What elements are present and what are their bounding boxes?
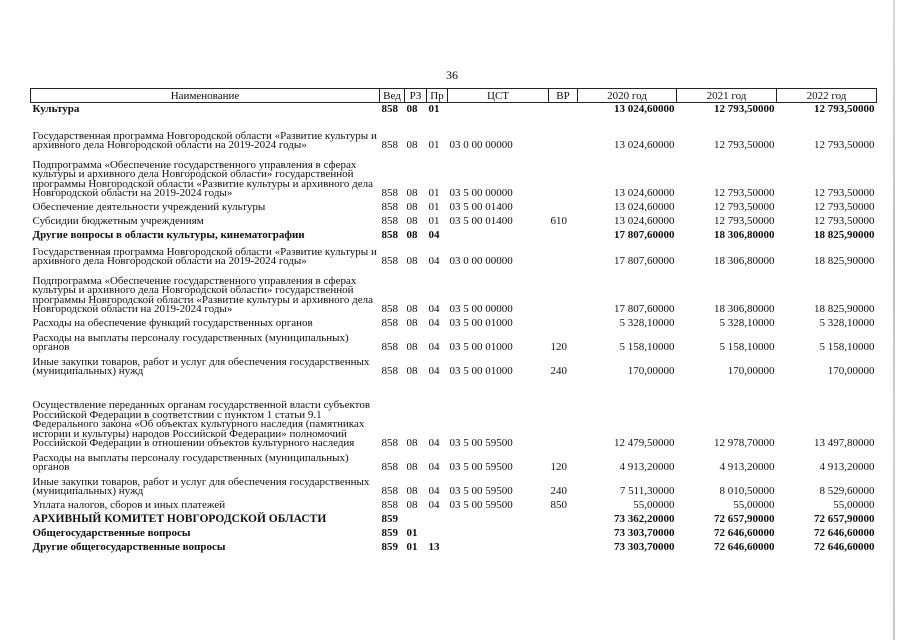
row-2021: 170,00000: [727, 365, 775, 377]
row-cst: 03 0 00 00000: [449, 139, 513, 151]
row-cst: 03 5 00 59500: [449, 437, 513, 449]
table-row: [31, 103, 877, 115]
row-rz: 08: [406, 201, 418, 213]
row-rz: 08: [406, 215, 418, 227]
row-vr: [549, 511, 578, 525]
table-row: [31, 539, 877, 553]
row-name: Государственная программа Новгородской области «Развитие культуры и архивного дела Новгородской области на 2019-2024 годы»: [32, 129, 377, 151]
row-name: Расходы на выплаты персоналу государственных (муниципальных) органов: [32, 331, 349, 353]
header-name: Наименование: [31, 89, 380, 103]
row-ved: 859: [381, 527, 398, 539]
row-2022: 4 913,20000: [819, 461, 875, 473]
row-cst: [448, 103, 549, 115]
row-rz: 01: [406, 541, 418, 553]
row-2020: 17 807,60000: [614, 303, 675, 315]
row-ved: 858: [381, 139, 398, 151]
header-2021: 2021 год: [677, 89, 777, 103]
row-2021: 18 306,80000: [714, 303, 775, 315]
row-2020: 5 328,10000: [619, 317, 675, 329]
row-cst: 03 5 00 00000: [449, 303, 513, 315]
header-vr: ВР: [549, 89, 578, 103]
row-2020: 170,00000: [627, 365, 675, 377]
row-ved: 858: [381, 437, 398, 449]
row-ved: 858: [381, 201, 398, 213]
row-pr: 04: [428, 461, 440, 473]
row-rz: [405, 511, 427, 525]
row-pr: 04: [428, 437, 440, 449]
row-2020: 17 807,60000: [614, 255, 675, 267]
row-pr: 01: [428, 215, 440, 227]
row-vr: [549, 227, 578, 241]
row-2020: 17 807,60000: [614, 229, 675, 241]
row-pr: 13: [428, 541, 440, 553]
row-name: Обеспечение деятельности учреждений культуры: [32, 201, 266, 213]
header-rz: РЗ: [405, 89, 427, 103]
row-vr: [549, 199, 578, 213]
table-row: [31, 497, 877, 511]
row-cst: 03 0 00 00000: [449, 255, 513, 267]
row-ved: 858: [381, 485, 398, 497]
row-vr: [549, 377, 578, 449]
row-2021: 72 646,60000: [714, 527, 775, 539]
row-ved: 858: [381, 499, 398, 511]
row-2021: 18 306,80000: [714, 255, 775, 267]
row-vr: [549, 151, 578, 199]
table-row: [31, 329, 877, 353]
row-2020: 13 024,60000: [614, 187, 675, 199]
row-cst: 03 5 00 01000: [449, 341, 513, 353]
row-cst: 03 5 00 59500: [449, 485, 513, 497]
row-pr: 04: [428, 229, 440, 241]
table-header: [31, 89, 877, 103]
table-row: [31, 315, 877, 329]
row-vr: [549, 525, 578, 539]
header-2020: 2020 год: [578, 89, 677, 103]
row-2020: 73 303,70000: [614, 527, 675, 539]
row-2021: 12 793,50000: [714, 103, 775, 115]
row-rz: 08: [406, 499, 418, 511]
row-pr: 04: [428, 499, 440, 511]
row-2020: 7 511,30000: [619, 485, 675, 497]
table-row: [31, 213, 877, 227]
row-name: Другие вопросы в области культуры, кинематографии: [32, 229, 305, 241]
row-rz: 08: [406, 255, 418, 267]
row-rz: 08: [406, 103, 418, 115]
table-body: [31, 103, 877, 553]
table-row: [31, 115, 877, 151]
table-row: [31, 525, 877, 539]
row-cst: 03 5 00 00000: [449, 187, 513, 199]
row-2022: 72 657,90000: [814, 513, 875, 525]
row-pr: [427, 525, 448, 539]
row-2022: 170,00000: [827, 365, 875, 377]
row-cst: 03 5 00 01400: [449, 215, 513, 227]
row-cst: [448, 539, 549, 553]
row-cst: 03 5 00 01400: [449, 201, 513, 213]
row-ved: 858: [381, 215, 398, 227]
row-2021: 4 913,20000: [719, 461, 775, 473]
row-vr: 850: [550, 499, 567, 511]
row-ved: 858: [381, 341, 398, 353]
row-pr: 04: [428, 341, 440, 353]
row-vr: [549, 267, 578, 315]
table-row: [31, 449, 877, 473]
table-row: [31, 267, 877, 315]
row-2020: 13 024,60000: [614, 201, 675, 213]
row-cst: [448, 525, 549, 539]
row-rz: 08: [406, 317, 418, 329]
row-ved: 858: [381, 255, 398, 267]
row-2022: 18 825,90000: [814, 255, 875, 267]
row-vr: [549, 241, 578, 267]
row-2020: 13 024,60000: [614, 103, 675, 115]
row-2022: 8 529,60000: [819, 485, 875, 497]
row-name: Культура: [32, 103, 80, 115]
row-name: Расходы на выплаты персоналу государственных (муниципальных) органов: [32, 451, 349, 473]
row-ved: 858: [381, 461, 398, 473]
row-name: Подпрограмма «Обеспечение государственного управления в сферах культуры и архивного дела Новгородской области» государственной программы Новгородской области «Развитие культуры и архивного дела Новгородской области на 2019-2024 годы»: [32, 158, 373, 199]
row-2022: 13 497,80000: [814, 437, 875, 449]
row-2022: 5 158,10000: [819, 341, 875, 353]
table-row: [31, 511, 877, 525]
budget-table: [30, 88, 877, 553]
row-ved: 858: [381, 317, 398, 329]
row-rz: 01: [406, 527, 418, 539]
row-2021: 5 328,10000: [719, 317, 775, 329]
row-pr: 04: [428, 303, 440, 315]
row-2021: 72 646,60000: [714, 541, 775, 553]
row-vr: 610: [550, 215, 567, 227]
row-vr: [549, 115, 578, 151]
row-rz: 08: [406, 139, 418, 151]
row-pr: 01: [428, 103, 440, 115]
row-2020: 73 362,20000: [614, 513, 675, 525]
row-2022: 12 793,50000: [814, 103, 875, 115]
row-2021: 12 793,50000: [714, 215, 775, 227]
row-2022: 12 793,50000: [814, 139, 875, 151]
row-name: Подпрограмма «Обеспечение государственного управления в сферах культуры и архивного дела Новгородской области» государственной программы Новгородской области «Развитие культуры и архивного дела Новгородской области на 2019-2024 годы»: [32, 274, 373, 315]
row-name: АРХИВНЫЙ КОМИТЕТ НОВГОРОДСКОЙ ОБЛАСТИ: [32, 513, 327, 525]
row-pr: 04: [428, 317, 440, 329]
row-ved: 858: [381, 365, 398, 377]
row-2022: 18 825,90000: [814, 303, 875, 315]
row-rz: 08: [406, 341, 418, 353]
row-2022: 12 793,50000: [814, 215, 875, 227]
row-2021: 55,00000: [733, 499, 775, 511]
row-2021: 12 793,50000: [714, 139, 775, 151]
table-row: [31, 199, 877, 213]
page-number: 36: [446, 68, 458, 82]
row-cst: 03 5 00 01000: [449, 365, 513, 377]
row-rz: 08: [406, 187, 418, 199]
row-pr: 04: [428, 365, 440, 377]
row-2022: 5 328,10000: [819, 317, 875, 329]
scan-edge-artifact: [893, 0, 895, 640]
row-pr: 01: [428, 187, 440, 199]
row-cst: 03 5 00 59500: [449, 461, 513, 473]
row-pr: [427, 511, 448, 525]
row-name: Государственная программа Новгородской области «Развитие культуры и архивного дела Новгородской области на 2019-2024 годы»: [32, 245, 377, 267]
row-ved: 858: [381, 229, 398, 241]
row-2020: 12 479,50000: [614, 437, 675, 449]
row-name: Другие общегосударственные вопросы: [32, 541, 226, 553]
row-2022: 12 793,50000: [814, 187, 875, 199]
table-row: [31, 151, 877, 199]
row-rz: 08: [406, 437, 418, 449]
row-2021: 12 978,70000: [714, 437, 775, 449]
row-2021: 5 158,10000: [719, 341, 775, 353]
row-2022: 18 825,90000: [814, 229, 875, 241]
header-2022: 2022 год: [777, 89, 877, 103]
row-cst: 03 5 00 59500: [449, 499, 513, 511]
row-rz: 08: [406, 229, 418, 241]
table-row: [31, 473, 877, 497]
row-2021: 12 793,50000: [714, 187, 775, 199]
row-2022: 12 793,50000: [814, 201, 875, 213]
row-vr: [549, 103, 578, 115]
row-vr: [549, 539, 578, 553]
row-cst: [448, 227, 549, 241]
row-ved: 858: [381, 303, 398, 315]
row-rz: 08: [406, 365, 418, 377]
row-2022: 72 646,60000: [814, 527, 875, 539]
row-2021: 72 657,90000: [714, 513, 775, 525]
table-row: [31, 353, 877, 377]
header-cst: ЦСТ: [448, 89, 549, 103]
table-row: [31, 241, 877, 267]
row-name: Расходы на обеспечение функций государственных органов: [32, 317, 313, 329]
row-name: Субсидии бюджетным учреждениям: [32, 215, 204, 227]
row-rz: 08: [406, 485, 418, 497]
row-vr: 240: [550, 365, 567, 377]
row-name: Иные закупки товаров, работ и услуг для обеспечения государственных (муниципальных) нужд: [32, 355, 370, 377]
row-2021: 18 306,80000: [714, 229, 775, 241]
row-2020: 5 158,10000: [619, 341, 675, 353]
row-pr: 04: [428, 485, 440, 497]
row-vr: [549, 315, 578, 329]
row-rz: 08: [406, 461, 418, 473]
row-rz: 08: [406, 303, 418, 315]
row-2021: 8 010,50000: [719, 485, 775, 497]
row-2022: 55,00000: [833, 499, 875, 511]
row-name: Уплата налогов, сборов и иных платежей: [32, 499, 226, 511]
row-2020: 4 913,20000: [619, 461, 675, 473]
table-row: [31, 227, 877, 241]
row-pr: 01: [428, 201, 440, 213]
row-pr: 04: [428, 255, 440, 267]
row-2020: 73 303,70000: [614, 541, 675, 553]
row-2020: 55,00000: [633, 499, 675, 511]
row-ved: 859: [381, 541, 398, 553]
header-ved: Вед: [380, 89, 405, 103]
table-row: [31, 377, 877, 449]
header-pr: Пр: [427, 89, 448, 103]
row-cst: [448, 511, 549, 525]
row-vr: 120: [550, 341, 567, 353]
row-ved: 858: [381, 103, 398, 115]
row-vr: 240: [550, 485, 567, 497]
row-2021: 12 793,50000: [714, 201, 775, 213]
row-pr: 01: [428, 139, 440, 151]
row-ved: 859: [381, 513, 398, 525]
row-2020: 13 024,60000: [614, 215, 675, 227]
row-name: Осуществление переданных органам государственной власти субъектов Российской Федерации в соответствии с пунктом 1 статьи 9.1 Федерального закона «Об объектах культурного наследия (памятниках истории и культуры) народов Российской Федерации» полномочий Российской Федерации в отношении объектов культурного наследия: [32, 399, 371, 449]
row-name: Общегосударственные вопросы: [32, 527, 191, 539]
row-cst: 03 5 00 01000: [449, 317, 513, 329]
row-2022: 72 646,60000: [814, 541, 875, 553]
row-name: Иные закупки товаров, работ и услуг для обеспечения государственных (муниципальных) нужд: [32, 475, 370, 497]
row-ved: 858: [381, 187, 398, 199]
row-2020: 13 024,60000: [614, 139, 675, 151]
row-vr: 120: [550, 461, 567, 473]
